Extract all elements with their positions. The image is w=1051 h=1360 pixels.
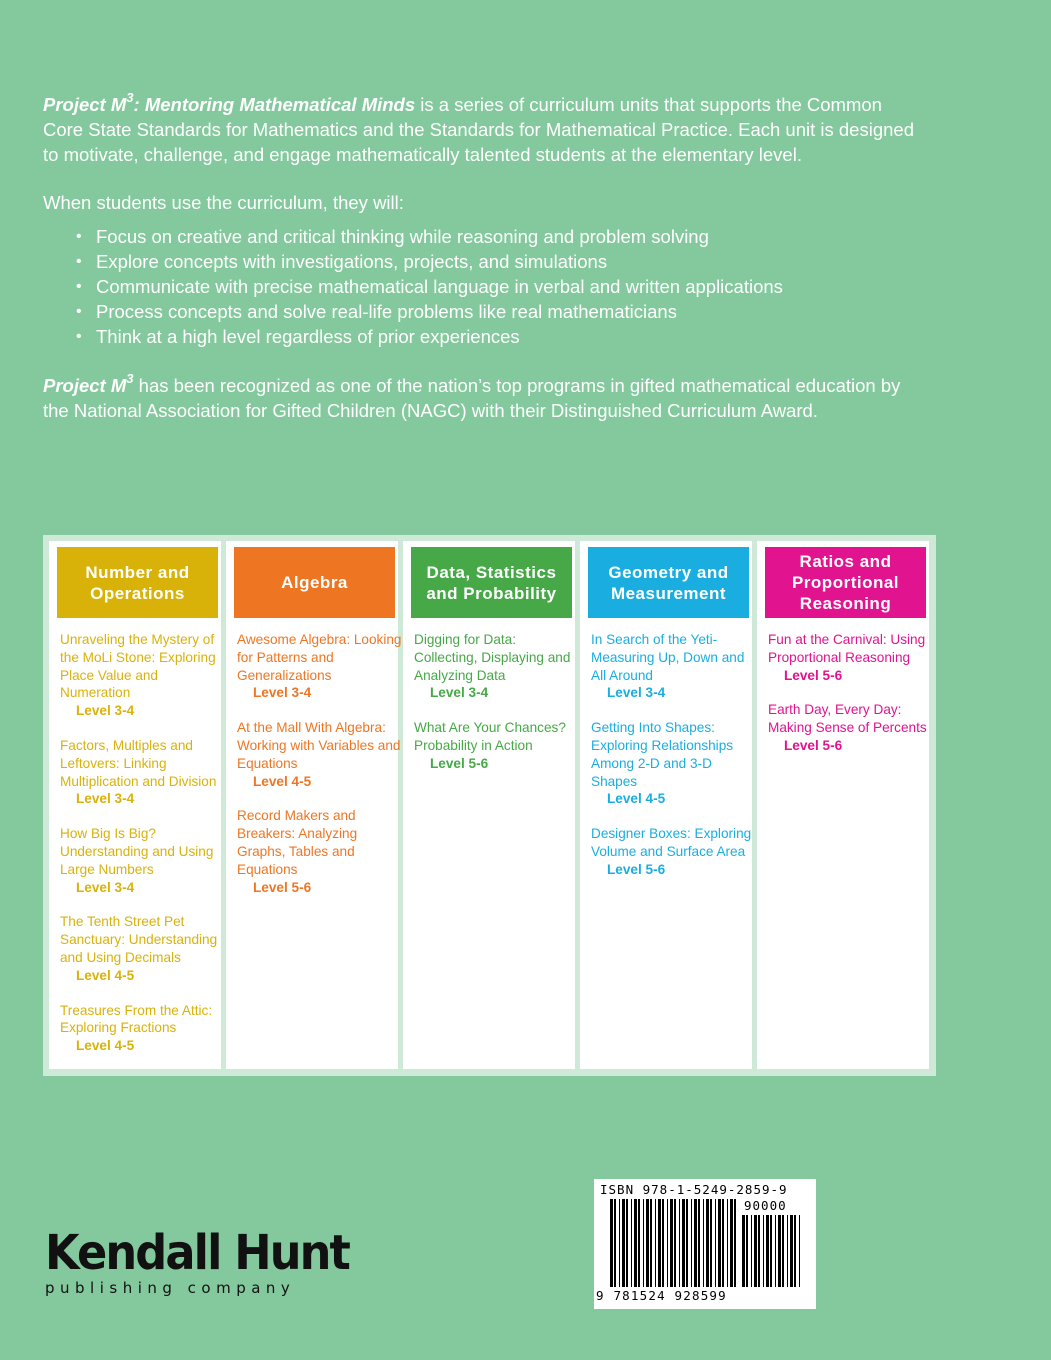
barcode-bar — [646, 1199, 649, 1287]
barcode-bar — [631, 1199, 632, 1287]
unit-level: Level 3-4 — [76, 879, 135, 895]
list-item-text: Process concepts and solve real-life problems like real mathematicians — [96, 301, 677, 322]
barcode-bar — [727, 1199, 728, 1287]
unit-item — [60, 737, 225, 808]
barcode-bar — [742, 1215, 745, 1287]
bullet-icon: • — [76, 328, 82, 345]
unit-title: The Tenth Street Pet Sanctuary: Understanding and Using Decimals — [60, 914, 218, 965]
unit-level: Level 5-6 — [607, 861, 666, 877]
barcode-bar — [691, 1199, 692, 1287]
barcode-bar — [782, 1215, 784, 1287]
list-item-text: Focus on creative and critical thinking while reasoning and problem solving — [96, 226, 709, 247]
column-data-statistics — [403, 541, 575, 1069]
intro-text — [43, 89, 923, 423]
unit-level: Level 3-4 — [430, 685, 489, 701]
barcode-bar — [787, 1215, 788, 1287]
list-item-text: Think at a high level regardless of prior experiences — [96, 326, 520, 347]
unit-item — [591, 719, 756, 808]
price-code: 90000 — [744, 1198, 787, 1213]
barcode-bar — [619, 1199, 620, 1287]
barcode-bar — [634, 1199, 637, 1287]
series-title: Project M — [43, 375, 127, 396]
unit-title: How Big Is Big? Understanding and Using Large Numbers — [60, 826, 214, 877]
column-body — [414, 631, 579, 790]
column-algebra — [226, 541, 402, 1069]
unit-item — [60, 1002, 225, 1055]
unit-title: Unraveling the Mystery of the MoLi Stone: Exploring Place Value and Numeration — [60, 632, 216, 701]
benefits-list — [43, 224, 923, 349]
barcode-bar — [662, 1199, 664, 1287]
barcode-bar — [763, 1215, 764, 1287]
unit-item — [768, 701, 933, 754]
barcode-bar — [643, 1199, 644, 1287]
list-item — [43, 224, 923, 249]
unit-level: Level 5-6 — [784, 737, 843, 753]
unit-title: Earth Day, Every Day: Making Sense of Percents — [768, 702, 927, 736]
barcode-bar — [799, 1215, 800, 1287]
unit-level: Level 4-5 — [76, 967, 135, 983]
publisher-logo — [45, 1225, 372, 1297]
unit-level: Level 5-6 — [430, 755, 489, 771]
intro-paragraph-1 — [43, 89, 923, 167]
intro-paragraph-3 — [43, 370, 923, 423]
bullet-icon: • — [76, 228, 82, 245]
isbn-text: ISBN 978-1-5249-2859-9 — [600, 1182, 788, 1197]
barcode-bar — [650, 1199, 652, 1287]
unit-title: Awesome Algebra: Looking for Patterns and Generalizations — [237, 632, 402, 683]
unit-level: Level 3-4 — [76, 791, 135, 807]
bullet-icon: • — [76, 303, 82, 320]
barcode-bar — [718, 1199, 721, 1287]
list-item — [43, 274, 923, 299]
barcode-bar — [754, 1215, 757, 1287]
column-header: Data, Statistics and Probability — [411, 547, 572, 618]
barcode-bar — [730, 1199, 733, 1287]
unit-title: Fun at the Carnival: Using Proportional Reasoning — [768, 632, 926, 665]
barcode-bar — [626, 1199, 628, 1287]
barcode-bar — [667, 1199, 668, 1287]
intro-paragraph-1-text: is a series of curriculum units that supports the Common Core State Standards for Mathematics and the Standards for Mathematical Practice. Each unit is designed to motivate, challenge, and engage mathematically talented students at the elementary level. — [43, 94, 914, 165]
barcode-bars — [610, 1199, 736, 1287]
barcode-bar — [694, 1199, 697, 1287]
unit-level: Level 3-4 — [253, 685, 312, 701]
barcode-bar — [686, 1199, 688, 1287]
column-body — [237, 631, 402, 913]
isbn-barcode — [594, 1179, 816, 1309]
unit-title: Getting Into Shapes: Exploring Relationships Among 2-D and 3-D Shapes — [591, 720, 734, 789]
barcode-bar — [710, 1199, 712, 1287]
barcode-bar — [614, 1199, 616, 1287]
barcode-bar — [722, 1199, 724, 1287]
barcode-bar — [751, 1215, 752, 1287]
unit-title: Treasures From the Attic: Exploring Fractions — [60, 1002, 213, 1036]
unit-title: Record Makers and Breakers: Analyzing Graphs, Tables and Equations — [237, 808, 358, 877]
unit-item — [414, 719, 579, 772]
series-title: Project M — [43, 94, 127, 115]
barcode-bar — [778, 1215, 781, 1287]
barcode-bar — [658, 1199, 661, 1287]
column-body — [60, 631, 225, 1072]
unit-item — [60, 913, 225, 984]
column-number-operations — [49, 541, 221, 1069]
barcode-bar — [734, 1199, 736, 1287]
bullet-icon: • — [76, 278, 82, 295]
barcode-bar — [746, 1215, 748, 1287]
unit-level: Level 4-5 — [607, 791, 666, 807]
barcode-bar — [638, 1199, 640, 1287]
series-title-superscript: 3 — [126, 89, 134, 105]
unit-item — [414, 631, 579, 702]
barcode-bar — [706, 1199, 709, 1287]
unit-item — [237, 631, 402, 702]
column-header: Ratios and Proportional Reasoning — [765, 547, 926, 618]
unit-item — [237, 719, 402, 790]
column-ratios — [757, 541, 929, 1069]
unit-item — [768, 631, 933, 684]
barcode-bar — [703, 1199, 704, 1287]
barcode-bar — [775, 1215, 776, 1287]
addon-barcode-bars — [742, 1215, 802, 1287]
intro-paragraph-3-text: has been recognized as one of the nation’s top programs in gifted mathematical education by the National Association for Gifted Children (NAGC) with their Distinguished Curriculum Award. — [43, 375, 901, 421]
barcode-bar — [758, 1215, 760, 1287]
column-header: Number and Operations — [57, 547, 218, 618]
barcode-bar — [794, 1215, 796, 1287]
column-body — [591, 631, 756, 896]
unit-item — [591, 631, 756, 702]
unit-title: In Search of the Yeti-Measuring Up, Down and All Around — [591, 632, 745, 683]
list-item — [43, 299, 923, 324]
series-subtitle: : Mentoring Mathematical Minds — [133, 94, 416, 115]
barcode-bar — [610, 1199, 613, 1287]
series-title-superscript: 3 — [126, 370, 134, 386]
column-header: Geometry and Measurement — [588, 547, 749, 618]
list-item-text: Explore concepts with investigations, projects, and simulations — [96, 251, 608, 272]
barcode-bar — [679, 1199, 680, 1287]
list-item — [43, 249, 923, 274]
barcode-bar — [790, 1215, 793, 1287]
publisher-tagline: publishing company — [45, 1279, 296, 1297]
unit-item — [237, 807, 402, 896]
barcode-bar — [698, 1199, 700, 1287]
unit-item — [60, 825, 225, 896]
unit-level: Level 3-4 — [607, 685, 666, 701]
barcode-bar — [766, 1215, 769, 1287]
barcode-bar — [670, 1199, 673, 1287]
ean-number: 9 781524 928599 — [596, 1288, 727, 1303]
list-item — [43, 324, 923, 349]
unit-title: What Are Your Chances? Probability in Action — [414, 720, 566, 753]
barcode-bar — [674, 1199, 676, 1287]
column-body — [768, 631, 933, 772]
unit-item — [591, 825, 756, 878]
barcode-bar — [655, 1199, 656, 1287]
unit-level: Level 3-4 — [76, 703, 135, 719]
column-geometry — [580, 541, 752, 1069]
list-item-text: Communicate with precise mathematical language in verbal and written applications — [96, 276, 783, 297]
barcode-bar — [622, 1199, 625, 1287]
unit-level: Level 4-5 — [76, 1038, 135, 1054]
unit-level: Level 4-5 — [253, 773, 312, 789]
unit-title: Factors, Multiples and Leftovers: Linking Multiplication and Division — [60, 737, 217, 789]
intro-paragraph-2: When students use the curriculum, they will: — [43, 192, 404, 213]
unit-level: Level 5-6 — [784, 667, 843, 683]
unit-title: At the Mall With Algebra: Working with Variables and Equations — [237, 720, 401, 771]
barcode-bar — [682, 1199, 685, 1287]
unit-level: Level 5-6 — [253, 879, 312, 895]
unit-title: Designer Boxes: Exploring Volume and Surface Area — [591, 826, 752, 859]
unit-item — [60, 631, 225, 720]
column-header: Algebra — [234, 547, 395, 618]
barcode-bar — [770, 1215, 772, 1287]
unit-title: Digging for Data: Collecting, Displaying and Analyzing Data — [414, 632, 571, 683]
curriculum-grid — [43, 535, 936, 1076]
barcode-bar — [715, 1199, 716, 1287]
bullet-icon: • — [76, 253, 82, 270]
publisher-name: Kendall Hunt — [45, 1225, 350, 1281]
